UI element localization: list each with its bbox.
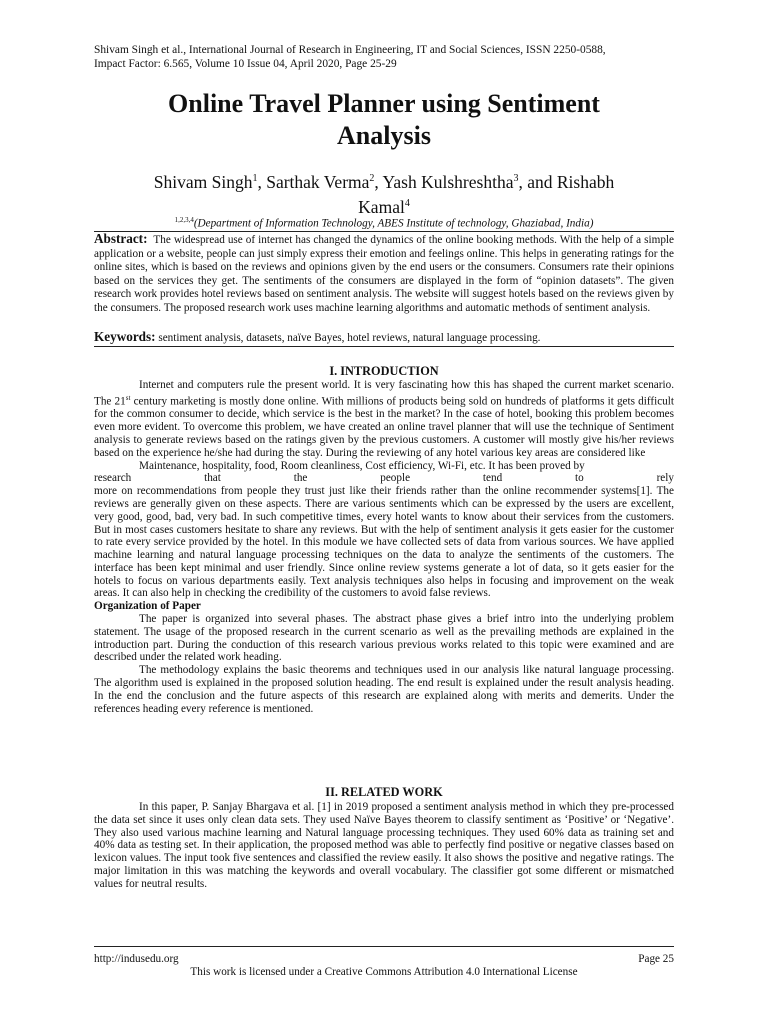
author-sep: , (374, 171, 383, 192)
intro-paragraph-4: The methodology explains the basic theorems and techniques used in our analysis like natural language processing. The algorithm used is explained in the proposed solution heading. The end result is explained under the result analysis heading. In the end the conclusion and the future aspects of this research are explained along with merits and demerits. Under the references heading every reference is mentioned. (94, 664, 674, 715)
divider-bottom (94, 346, 674, 347)
introduction-body (94, 379, 674, 715)
section-heading-introduction: I. INTRODUCTION (329, 364, 439, 378)
paper-title-line1: Online Travel Planner using Sentiment (168, 89, 600, 118)
related-work-body (94, 801, 674, 891)
word: research (94, 472, 132, 485)
affiliation-sup: 1,2,3,4 (174, 216, 194, 224)
author-3: Yash Kulshreshtha (382, 171, 514, 192)
journal-header-line2: Impact Factor: 6.565, Volume 10 Issue 04, April 2020, Page 25-29 (94, 58, 397, 70)
keywords (94, 330, 674, 345)
intro-paragraph-1 (94, 379, 674, 460)
abstract-text: The widespread use of internet has changed the dynamics of the online booking methods. With the help of a simple application or a website, people can just simply express their emotion and feelings online. This helps in generating ratings for the online sites, which is based on the reviews and opinions given by the end users or the consumers. Consumers rate their opinions based on the services they get. The sentiments of the consumers are displayed in the form of “opinion datasets”. The given research work provides hotel reviews based on sentiment analysis. The website will suggest hotels based on the reviews given by the consumers. The proposed research work uses machine learning algorithms and automatic methods of sentiment analysis. (94, 234, 674, 314)
paper-title-line2: Analysis (337, 121, 431, 150)
word: that (204, 472, 221, 485)
footer-url-link[interactable]: http://indusedu.org (94, 953, 179, 965)
author-list (94, 168, 674, 218)
author-sep: , (518, 171, 528, 192)
keywords-label: Keywords: (94, 329, 156, 344)
word: to (575, 472, 584, 485)
word: rely (656, 472, 674, 485)
author-sep: , (257, 171, 267, 192)
author-1: Shivam Singh (153, 171, 253, 192)
organization-heading: Organization of Paper (94, 600, 201, 613)
intro-p1-b: century marketing is mostly done online. With millions of products being sold on hundreds of platforms it gets difficult for the common consumer to decide, which service is the best in the market? In the case of hotel, booking this problem becomes even more evident. To overcome this problem, we have created an online travel planner that will use the technique of Sentiment analysis to generate reviews based on the ratings given by the previous customers. A customer will mostly give his/her reviews based on the experience he/she had during the stay. During the reviewing of any hotel various key areas are considered like (94, 395, 674, 459)
footer-divider (94, 946, 674, 947)
section-heading-related-work: II. RELATED WORK (325, 785, 443, 799)
related-paragraph-1: In this paper, P. Sanjay Bhargava et al. [1] in 2019 proposed a sentiment analysis method in which they pre-processed the data set since it uses only clean data sets. They used Naïve Bayes theorem to classify sentiment as ‘Positive’ or ‘Negative’. They also used various machine learning and Natural language processing techniques. They used 60% data as training set and 40% data as testing set. In their application, the proposed method was able to perfectly find positive or negative classes based on lexicon values. The input took five sentences and classified the review easily. It also shows the positive and negative ratings. The major limitation in this was matching the keywords and overall vocabulary. The classifier got some different or mismatched values for neutral results. (94, 801, 674, 890)
page-footer (94, 953, 674, 979)
abstract (94, 232, 674, 316)
author-2: Sarthak Verma (266, 171, 370, 192)
word: people (380, 472, 411, 485)
intro-justified-line (94, 472, 674, 485)
journal-header (94, 43, 674, 71)
page-number: Page 25 (638, 953, 674, 965)
journal-header-line1: Shivam Singh et al., International Journal of Research in Engineering, IT and Social Sciences, ISSN 2250-0588, (94, 44, 606, 56)
license-notice: This work is licensed under a Creative Commons Attribution 4.0 International License (190, 966, 578, 978)
intro-paragraph-2 (94, 460, 674, 473)
abstract-label: Abstract: (94, 231, 148, 246)
intro-paragraph-2-cont: more on recommendations from people they trust just like their friends rather than the online recommender systems[1]. The reviews are generally given on these aspects. There are various sentiments which can be expressed by the users are excellent, very good, good, bad, very bad. In such competitive times, every hotel wants to know about their services from the customers. But in most cases customers hesitate to share any reviews. But with the help of sentiment analysis it gets easier for the customer to rate every service provided by the hotel. In this module we have collected sets of data from various sources. We have applied machine learning and natural language processing techniques on the data to analyze the sentiments of the customers. The interface has been kept minimal and user friendly. Since online review systems generate a lot of data, so it gets easier for the hotels to focus on various departments easily. Text analysis techniques also helps in focusing and improvement on the weak areas. It can also help in checking the credibility of the customers to avoid false reviews. (94, 485, 674, 600)
intro-p1-sup: st (125, 393, 131, 402)
word: tend (482, 472, 503, 485)
intro-p1-a: Internet and computers rule the present world. It is very fascinating how this has shaped the current market scenario. The 21 (94, 379, 674, 408)
affiliation (94, 213, 674, 231)
author-4-last: Kamal (358, 196, 405, 217)
author-2-sup: 2 (369, 173, 375, 184)
affiliation-text: (Department of Information Technology, ABES Institute of technology, Ghaziabad, India) (193, 217, 594, 230)
paper-title (94, 88, 674, 152)
keywords-text: sentiment analysis, datasets, naïve Bayes, hotel reviews, natural language processing. (158, 332, 541, 344)
author-3-sup: 3 (513, 173, 519, 184)
author-4-first: and Rishabh (527, 171, 615, 192)
intro-p2-a: Maintenance, hospitality, food, Room cleanliness, Cost efficiency, Wi-Fi, etc. It has been proved by (139, 459, 585, 472)
author-1-sup: 1 (252, 173, 258, 184)
intro-paragraph-3: The paper is organized into several phases. The abstract phase gives a brief intro into the underlying problem statement. The usage of the proposed research in the current scenario as well as the prevailing methods are explained in the introduction part. During the conduction of this research various previous works related to this topic were examined and are described under the related work heading. (94, 613, 674, 664)
word: the (293, 472, 308, 485)
author-4-sup: 4 (404, 197, 410, 209)
